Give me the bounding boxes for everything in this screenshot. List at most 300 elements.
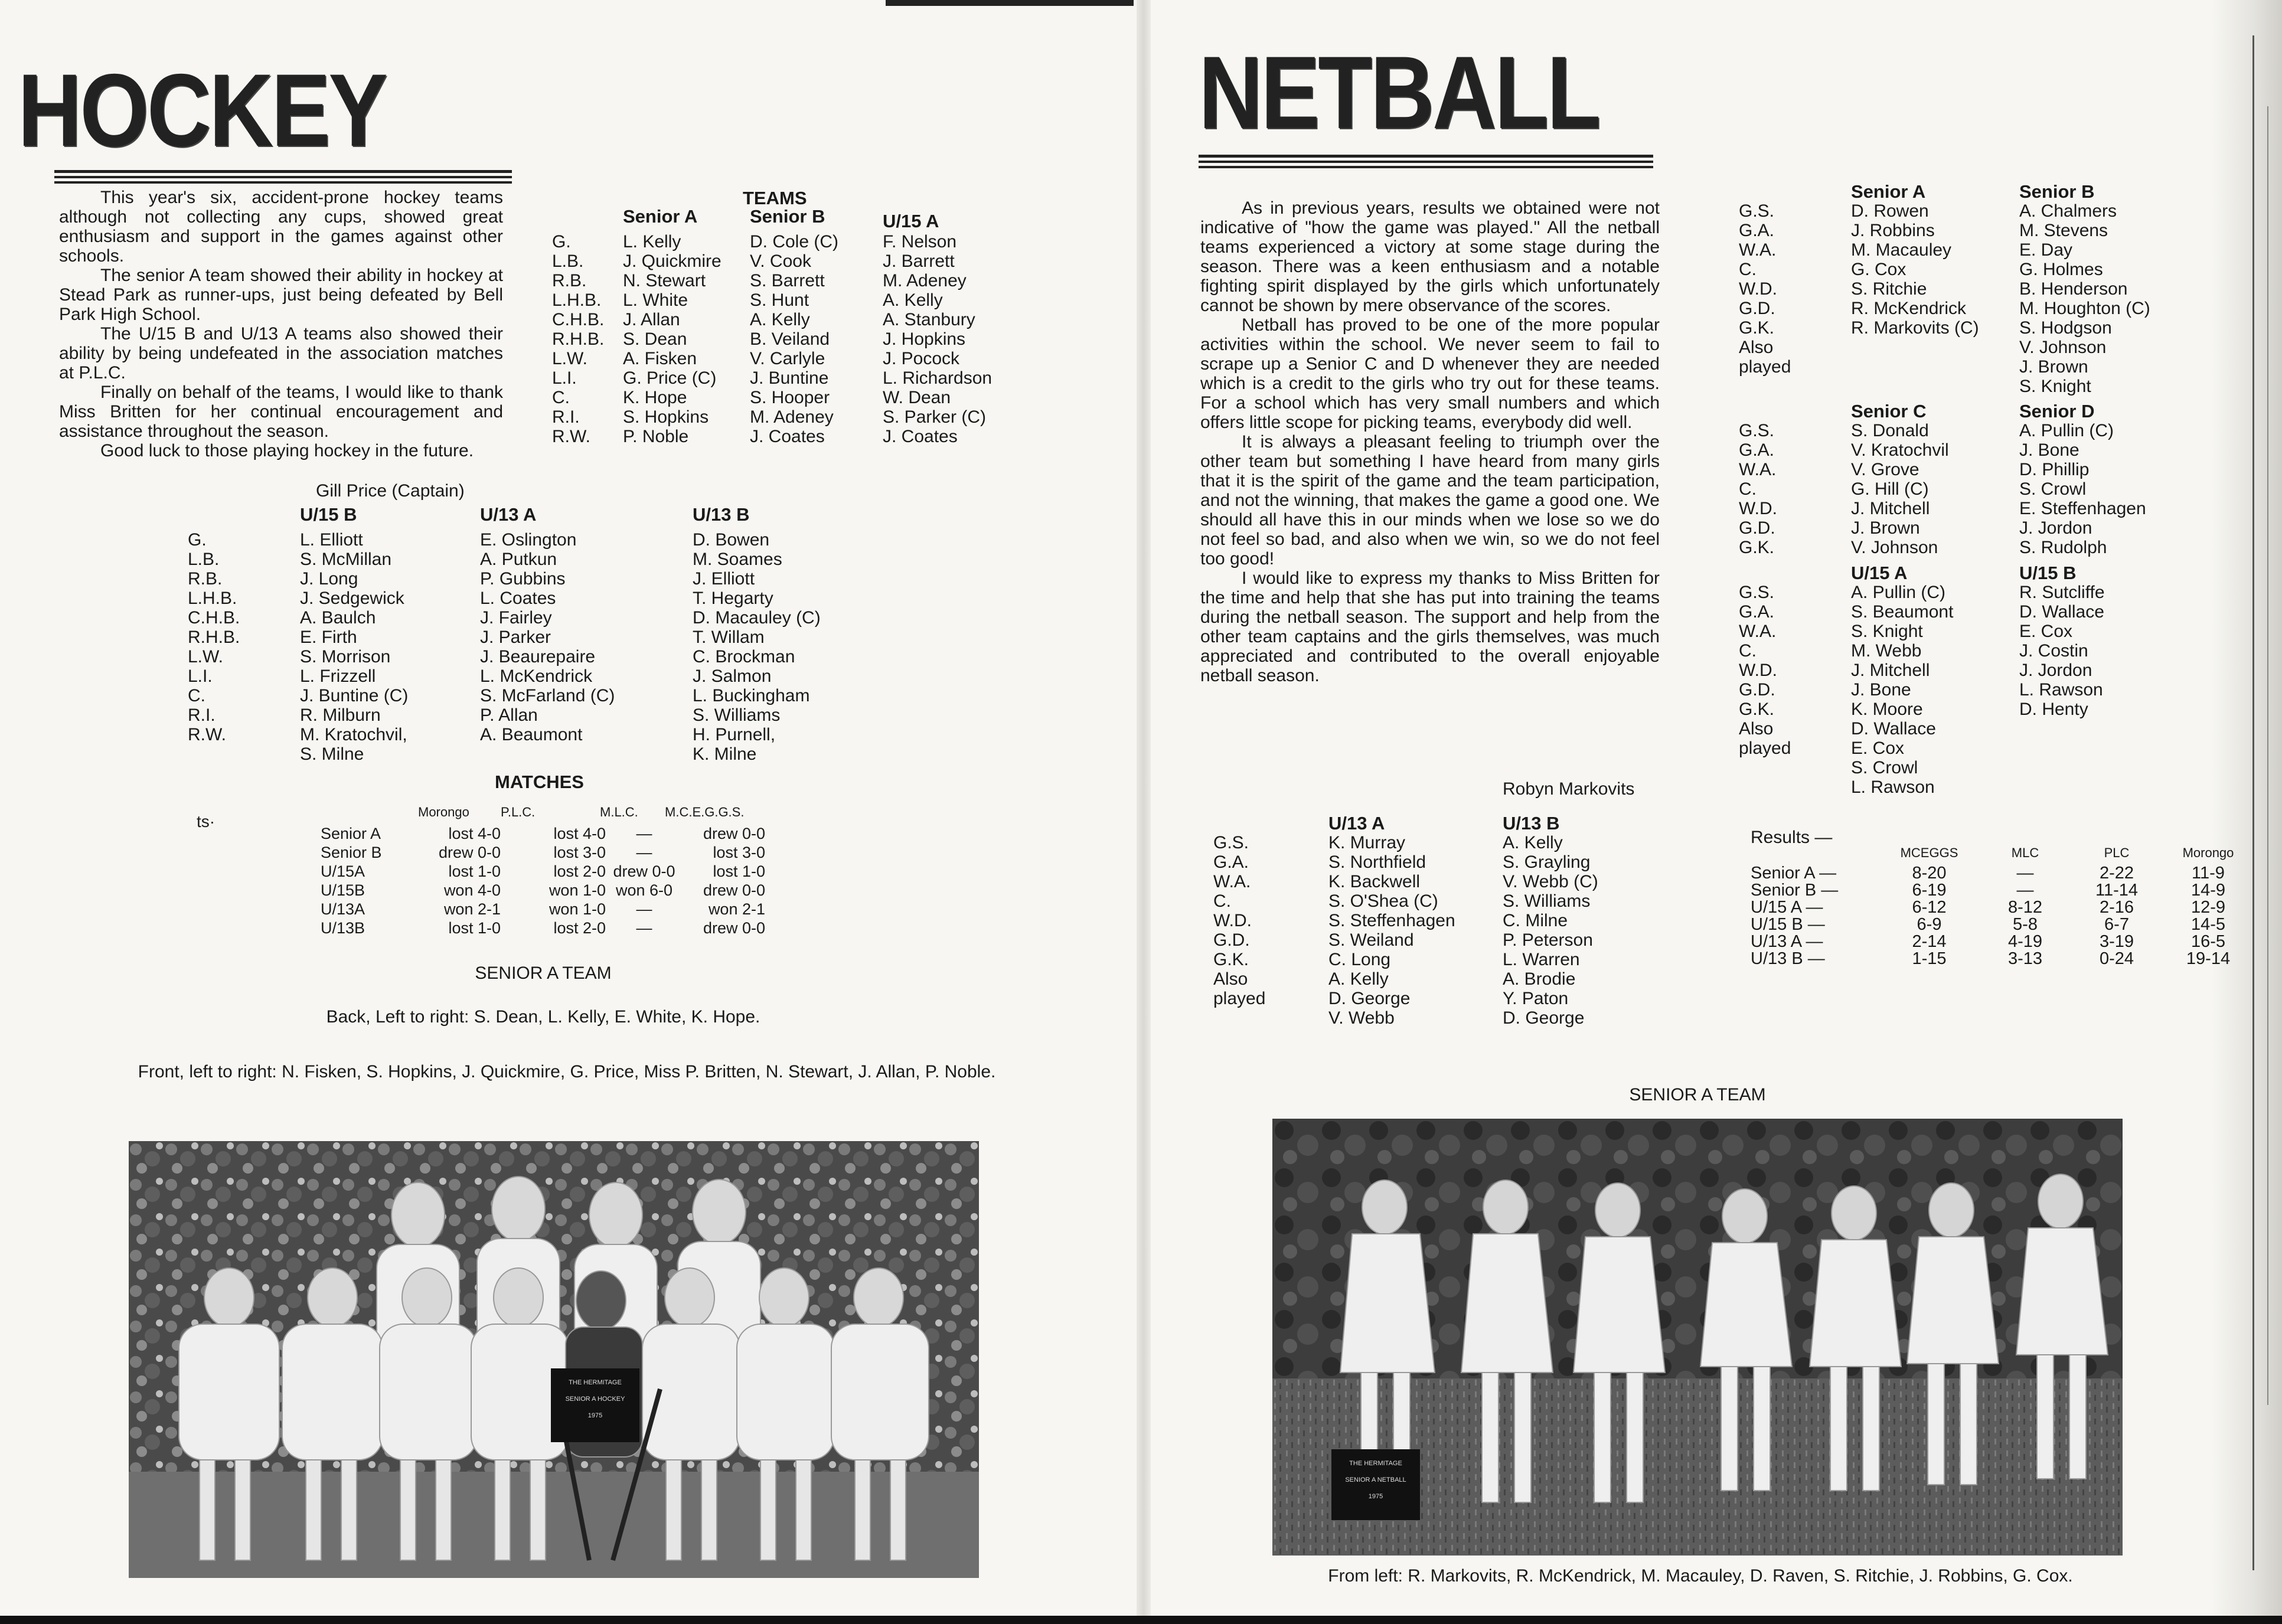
match-cell-mlc: — [636, 919, 652, 937]
player-name: D. George [1328, 989, 1411, 1008]
player-name: V. Johnson [2019, 338, 2107, 357]
player-name: D. Bowen [693, 530, 770, 550]
position-label: W.D. [1739, 279, 1777, 299]
player-name: J. Beaurepaire [480, 647, 596, 666]
player-name: B. Veiland [750, 329, 830, 349]
player-name: L. Richardson [883, 368, 993, 388]
match-cell-team: U/13B [321, 919, 365, 937]
result-cell-mlc: 3-13 [2007, 949, 2043, 968]
page-edge [2211, 0, 2282, 1624]
position-label: C. [1213, 891, 1231, 911]
position-label: R.B. [188, 569, 223, 589]
player-name: N. Stewart [623, 271, 706, 290]
player-name: M. Macauley [1851, 240, 1952, 260]
player-name: H. Purnell, [693, 725, 776, 744]
result-cell-plc: 2-22 [2099, 864, 2134, 883]
netball-u15a-heading: U/15 A [1851, 563, 1908, 583]
hockey-sign-line-3: 1975 [587, 1412, 603, 1419]
player-name: S. Barrett [750, 271, 825, 290]
hockey-caption-front: Front, left to right: N. Fisken, S. Hopkins, J. Quickmire, G. Price, Miss P. Britten, N. Stewart, J. Allan, P. Noble. [138, 1062, 996, 1081]
player-name: L. Kelly [623, 232, 681, 251]
player-name: M. Kratochvil, [300, 725, 407, 744]
player-name: J. Allan [623, 310, 680, 329]
player-name: D. Phillip [2019, 460, 2090, 479]
result-row [1751, 933, 2252, 950]
player-name: E. Firth [300, 628, 357, 647]
match-cell-plc: won 1-0 [549, 900, 606, 918]
player-name: S. Steffenhagen [1328, 911, 1455, 930]
player-name: A. Chalmers [2019, 201, 2117, 221]
result-cell-team: Senior A — [1751, 864, 1837, 883]
top-edge-mark [886, 0, 1134, 6]
player-name: J. Brown [1851, 518, 1920, 538]
player-name: Y. Paton [1503, 989, 1569, 1008]
player-name [2019, 758, 2196, 777]
player-name: J. Salmon [693, 666, 772, 686]
result-cell-team: U/13 B — [1751, 949, 1825, 968]
results-col-plc: PLC [2104, 845, 2130, 860]
player-name: J. Mitchell [1851, 661, 1930, 680]
player-name: J. Mitchell [1851, 499, 1930, 518]
position-label: G.K. [1213, 950, 1249, 969]
player-name: J. Brown [2019, 357, 2088, 377]
position-label: R.I. [552, 407, 580, 427]
match-cell-team: U/15A [321, 862, 365, 880]
hockey-junior-teams [188, 505, 840, 764]
position-label [1213, 1008, 1328, 1028]
player-name: S. Knight [2019, 377, 2091, 396]
player-name: K. Hope [623, 388, 687, 407]
results-col-mceggs: MCEGGS [1900, 845, 1958, 860]
netball-intro-para-3: It is always a pleasant feeling to triumph over the other team but something I have heard from many girls that it is the spirit of the game and the team participation, and not the winning, that makes the game a good one. We should all have this in our minds when we lose so we do not feel so bad, and also when we win, so we do not feel too good! [1200, 432, 1660, 568]
result-row [1751, 882, 2252, 899]
player-name: C. Long [1328, 950, 1391, 969]
position-label: C. [552, 388, 570, 407]
match-cell-mceggs: lost 3-0 [713, 844, 765, 861]
player-name: A. Beaumont [480, 725, 583, 744]
player-name: K. Milne [693, 744, 757, 764]
player-name: S. Williams [1503, 891, 1591, 911]
result-cell-mceggs: 6-19 [1912, 881, 1947, 900]
netball-team-photo [1272, 1119, 2123, 1556]
player-name: J. Robbins [1851, 221, 1935, 240]
player-name: J. Fairley [480, 608, 552, 628]
results-col-mlc: MLC [2011, 845, 2039, 860]
hockey-senior-grid [552, 206, 1018, 231]
player-name: S. Rudolph [2019, 538, 2107, 557]
player-name: S. Northfield [1328, 852, 1426, 872]
player-name [480, 744, 693, 764]
player-name: G. Cox [1851, 260, 1906, 279]
player-name [1851, 338, 2019, 357]
match-cell-morongo: lost 1-0 [448, 919, 501, 937]
position-label [1739, 377, 1851, 396]
player-name: M. Adeney [750, 407, 834, 427]
player-name: R. Markovits (C) [1851, 318, 1979, 338]
position-label: G.S. [1739, 421, 1775, 440]
netball-senior-c-heading: Senior C [1851, 401, 1927, 421]
position-label: R.H.B. [188, 628, 240, 647]
player-name: L. Rawson [1851, 777, 1935, 797]
result-cell-plc: 0-24 [2099, 949, 2134, 968]
player-name: J. Elliott [693, 569, 755, 589]
hockey-intro-para-1: This year's six, accident-prone hockey teams although not collecting any cups, showed great enthusiasm and support in the games against other schools. [59, 188, 503, 266]
player-name: G. Hill (C) [1851, 479, 1929, 499]
result-cell-morongo: 19-14 [2186, 949, 2231, 968]
position-label: G. [552, 232, 571, 251]
result-cell-mlc: 4-19 [2007, 932, 2043, 951]
result-cell-mlc: — [2016, 881, 2034, 900]
hockey-photo-sign [551, 1368, 639, 1442]
match-cell-mlc: — [636, 844, 652, 861]
player-name: S. Hodgson [2019, 318, 2112, 338]
position-label: G.A. [1739, 602, 1775, 622]
netball-sign-line-3: 1975 [1368, 1493, 1383, 1500]
player-name: S. Knight [1851, 622, 1923, 641]
result-cell-mceggs: 8-20 [1912, 864, 1947, 883]
player-name: J. Jordon [2019, 661, 2092, 680]
player-name: T. Willam [693, 628, 765, 647]
player-name: D. George [1503, 1008, 1585, 1028]
position-label: R.H.B. [552, 329, 605, 349]
player-name [1851, 357, 2019, 377]
player-name: J. Buntine (C) [300, 686, 409, 705]
netball-sign-line-1: THE HERMITAGE [1349, 1460, 1402, 1467]
netball-senior-ab [1739, 182, 2196, 396]
position-label: G.A. [1739, 221, 1775, 240]
netball-intro-para-2: Netball has proved to be one of the more popular activities within the school. We never seem to fail to scrape up a Senior C and D whenever they are needed which is a credit to the girls who try out for these teams. For a school which has very small numbers and which offers little scope for picking teams, everybody did well. [1200, 315, 1660, 432]
position-label: L.H.B. [552, 290, 602, 310]
player-name: A. Pullin (C) [1851, 583, 1946, 602]
player-name: J. Barrett [883, 251, 955, 271]
result-cell-mlc: 8-12 [2007, 898, 2043, 917]
player-name: P. Peterson [1503, 930, 1593, 950]
player-name: L. Warren [1503, 950, 1580, 969]
match-cell-plc: lost 3-0 [553, 844, 606, 861]
result-cell-morongo: 12-9 [2190, 898, 2226, 917]
matches-rows [321, 824, 771, 937]
player-name: J. Parker [480, 628, 551, 647]
result-cell-mceggs: 1-15 [1912, 949, 1947, 968]
matches-col-mceggs: M.C.E.G.G.S. [665, 805, 745, 819]
result-cell-morongo: 14-9 [2190, 881, 2226, 900]
position-label: W.A. [1213, 872, 1251, 891]
player-name: A. Putkun [480, 550, 557, 569]
position-label: G.D. [1739, 680, 1775, 700]
match-cell-mceggs: drew 0-0 [703, 825, 765, 842]
match-cell-mlc: won 6-0 [615, 881, 673, 899]
player-name: S. Ritchie [1851, 279, 1927, 299]
position-label: C. [1739, 641, 1757, 661]
player-name: S. McFarland (C) [480, 686, 615, 705]
netball-photo-heading: SENIOR A TEAM [1629, 1085, 1766, 1105]
matches-stray-mark: ts· [197, 812, 216, 831]
netball-photo-sign [1331, 1449, 1420, 1520]
player-name: M. Stevens [2019, 221, 2108, 240]
player-name: P. Allan [480, 705, 538, 725]
player-name: P. Gubbins [480, 569, 566, 589]
position-label: played [1739, 357, 1791, 377]
position-label: G.D. [1739, 518, 1775, 538]
player-name: L. Coates [480, 589, 556, 608]
player-name: W. Dean [883, 388, 951, 407]
hockey-intro-para-3: The U/15 B and U/13 A teams also showed their ability by being undefeated in the association matches at P.L.C. [59, 324, 503, 383]
player-name: E. Cox [1851, 739, 1905, 758]
player-name: J. Long [300, 569, 358, 589]
player-name: D. Macauley (C) [693, 608, 821, 628]
netball-senior-d-heading: Senior D [2019, 401, 2095, 421]
hockey-senior-b-heading: Senior B [750, 206, 825, 227]
player-name: A. Baulch [300, 608, 376, 628]
netball-u15-rows [1739, 583, 2196, 797]
netball-signature: Robyn Markovits [1503, 779, 1635, 799]
position-label: L.B. [188, 550, 220, 569]
position-label: W.A. [1739, 240, 1777, 260]
player-name: J. Bone [1851, 680, 1911, 700]
position-label: G.S. [1739, 201, 1775, 221]
player-name: K. Moore [1851, 700, 1923, 719]
page-gutter [1137, 0, 1151, 1624]
position-label: Also [1213, 969, 1248, 989]
hockey-senior-a-heading: Senior A [623, 206, 698, 227]
result-cell-mceggs: 6-12 [1912, 898, 1947, 917]
result-cell-morongo: 11-9 [2192, 864, 2225, 883]
netball-title: NETBALL [1199, 35, 1599, 151]
player-name [2019, 739, 2196, 758]
player-name: J. Jordon [2019, 518, 2092, 538]
match-cell-plc: lost 2-0 [553, 919, 606, 937]
match-cell-mceggs: drew 0-0 [703, 919, 765, 937]
player-name: A. Kelly [1328, 969, 1389, 989]
results-heading: Results — [1751, 828, 1833, 847]
player-name: L. White [623, 290, 688, 310]
matches-col-plc: P.L.C. [501, 805, 536, 819]
hockey-senior-rows [552, 232, 1018, 446]
match-row [321, 881, 771, 900]
player-name: A. Kelly [750, 310, 810, 329]
player-name [1851, 377, 2019, 396]
player-name: A. Pullin (C) [2019, 421, 2114, 440]
position-label: G. [188, 530, 207, 550]
player-name: S. Crowl [2019, 479, 2087, 499]
player-name: V. Cook [750, 251, 811, 271]
result-row [1751, 916, 2252, 933]
player-name: C. Brockman [693, 647, 795, 666]
hockey-intro [59, 188, 503, 460]
position-label: R.I. [188, 705, 216, 725]
match-cell-mceggs: won 2-1 [708, 900, 765, 918]
position-label: R.W. [552, 427, 590, 446]
match-cell-team: U/13A [321, 900, 365, 918]
player-name: R. Sutcliffe [2019, 583, 2105, 602]
player-name: J. Bone [2019, 440, 2079, 460]
position-label: L.W. [552, 349, 588, 368]
position-label: L.I. [552, 368, 577, 388]
netball-senior-ab-rows [1739, 201, 2196, 396]
player-name: L. Rawson [2019, 680, 2103, 700]
position-label: L.I. [188, 666, 213, 686]
position-label: R.W. [188, 725, 226, 744]
results-rows [1751, 865, 2252, 968]
result-cell-plc: 6-7 [2104, 915, 2129, 934]
player-name: V. Webb [1328, 1008, 1395, 1028]
position-label: played [1213, 989, 1266, 1008]
netball-senior-cd [1739, 401, 2196, 557]
matches-col-morongo: Morongo [418, 805, 469, 819]
player-name: F. Nelson [883, 232, 957, 251]
position-label: G.A. [1739, 440, 1775, 460]
player-name: G. Price (C) [623, 368, 717, 388]
netball-senior-cd-rows [1739, 421, 2196, 557]
netball-senior-b-heading: Senior B [2019, 181, 2095, 202]
position-label: W.A. [1739, 622, 1777, 641]
player-name: R. McKendrick [1851, 299, 1967, 318]
match-cell-plc: lost 4-0 [553, 825, 606, 842]
player-name: D. Rowen [1851, 201, 1929, 221]
player-name: S. Milne [300, 744, 364, 764]
position-label: G.K. [1739, 538, 1775, 557]
hockey-u13b-heading: U/13 B [693, 504, 750, 525]
position-label: W.A. [1739, 460, 1777, 479]
position-label: Also [1739, 719, 1774, 739]
player-name: V. Johnson [1851, 538, 1938, 557]
result-cell-morongo: 14-5 [2190, 915, 2226, 934]
player-name: T. Hegarty [693, 589, 773, 608]
player-name: J. Hopkins [883, 329, 966, 349]
hockey-title-rule [54, 170, 512, 185]
position-label: Also [1739, 338, 1774, 357]
hockey-junior-grid [188, 505, 840, 524]
match-cell-team: U/15B [321, 881, 365, 899]
position-label: C. [188, 686, 205, 705]
player-name: S. Dean [623, 329, 687, 349]
hockey-team-photo [129, 1141, 979, 1578]
results-col-morongo: Morongo [2182, 845, 2234, 860]
player-name: D. Henty [2019, 700, 2088, 719]
match-row [321, 824, 771, 843]
player-name: L. Frizzell [300, 666, 376, 686]
match-cell-morongo: lost 4-0 [448, 825, 501, 842]
result-cell-team: U/15 A — [1751, 898, 1823, 917]
match-cell-mceggs: lost 1-0 [713, 862, 765, 880]
player-name: G. Holmes [2019, 260, 2103, 279]
netball-senior-a-heading: Senior A [1851, 181, 1926, 202]
result-cell-plc: 3-19 [2099, 932, 2134, 951]
player-name: B. Henderson [2019, 279, 2128, 299]
player-name: E. Cox [2019, 622, 2073, 641]
match-cell-mlc: drew 0-0 [613, 862, 675, 880]
netball-u15b-heading: U/15 B [2019, 563, 2077, 583]
match-row [321, 843, 771, 862]
player-name: S. Hopkins [623, 407, 709, 427]
match-cell-morongo: won 4-0 [443, 881, 501, 899]
match-cell-mlc: — [636, 900, 652, 918]
position-label: G.D. [1213, 930, 1250, 950]
match-cell-mceggs: drew 0-0 [703, 881, 765, 899]
player-name: S. O'Shea (C) [1328, 891, 1438, 911]
result-cell-morongo: 16-5 [2190, 932, 2226, 951]
hockey-intro-para-2: The senior A team showed their ability in hockey at Stead Park as runner-ups, just being defeated by Bell Park High School. [59, 266, 503, 324]
position-label: W.D. [1739, 661, 1777, 680]
player-name: S. McMillan [300, 550, 392, 569]
netball-caption: From left: R. Markovits, R. McKendrick, M. Macauley, D. Raven, S. Ritchie, J. Robbins, G. Cox. [1328, 1566, 2073, 1586]
result-cell-team: Senior B — [1751, 881, 1839, 900]
hockey-u13a-heading: U/13 A [480, 504, 537, 525]
hockey-u15a-heading: U/15 A [883, 211, 939, 231]
player-name: D. Wallace [1851, 719, 1936, 739]
position-label: W.D. [1213, 911, 1252, 930]
player-name: M. Houghton (C) [2019, 299, 2150, 318]
hockey-title: HOCKEY [18, 53, 386, 168]
netball-u13b-heading: U/13 B [1503, 813, 1560, 834]
netball-intro-para-4: I would like to express my thanks to Miss Britten for the time and help that she has put into training the teams during the netball season. The support and help from the other team captains and the girls themselves, was much appreciated and contributed to the overall enjoyable netball season. [1200, 568, 1660, 685]
position-label: G.D. [1739, 299, 1775, 318]
result-row [1751, 899, 2252, 916]
player-name: K. Backwell [1328, 872, 1421, 891]
match-cell-plc: lost 2-0 [553, 862, 606, 880]
player-name: P. Noble [623, 427, 689, 446]
player-name: A. Brodie [1503, 969, 1576, 989]
position-label: played [1739, 739, 1791, 758]
match-row [321, 900, 771, 919]
position-label [1739, 758, 1851, 777]
hockey-senior-teams [552, 207, 1018, 446]
player-name [2019, 777, 2196, 797]
hockey-teams-heading: TEAMS [743, 188, 807, 208]
hockey-caption-back: Back, Left to right: S. Dean, L. Kelly, E. White, K. Hope. [326, 1007, 760, 1027]
player-name: E. Steffenhagen [2019, 499, 2146, 518]
match-cell-morongo: drew 0-0 [438, 844, 501, 861]
position-label [188, 744, 300, 764]
player-name: S. Parker (C) [883, 407, 987, 427]
player-name: J. Pocock [883, 349, 960, 368]
player-name: K. Murray [1328, 833, 1406, 852]
position-label: G.S. [1739, 583, 1775, 602]
player-name: L. Elliott [300, 530, 363, 550]
player-name: S. Hunt [750, 290, 809, 310]
result-cell-mceggs: 2-14 [1912, 932, 1947, 951]
player-name: V. Kratochvil [1851, 440, 1949, 460]
player-name: M. Soames [693, 550, 782, 569]
netball-intro-para-1: As in previous years, results we obtained were not indicative of "how the game was played." All the netball teams experienced a victory at some stage during the season. There was a keen enthusiasm and a notable fighting spirit displayed by the girls which unfortunately cannot be shown by mere observance of the scores. [1200, 198, 1660, 315]
position-label: R.B. [552, 271, 587, 290]
position-label: G.S. [1213, 833, 1249, 852]
match-row [321, 862, 771, 881]
hockey-sign-line-1: THE HERMITAGE [569, 1379, 622, 1386]
match-row [321, 919, 771, 937]
player-name: J. Sedgewick [300, 589, 404, 608]
player-name: S. Williams [693, 705, 781, 725]
match-cell-mlc: — [636, 825, 652, 842]
player-name: C. Milne [1503, 911, 1568, 930]
netball-u15 [1739, 563, 2196, 797]
player-name: J. Coates [750, 427, 825, 446]
player-name: M. Adeney [883, 271, 967, 290]
player-name: S. Beaumont [1851, 602, 1954, 622]
hockey-junior-rows [188, 530, 840, 764]
match-cell-team: Senior B [321, 844, 382, 861]
player-name [2019, 719, 2196, 739]
result-cell-plc: 11-14 [2095, 881, 2139, 900]
match-cell-morongo: won 2-1 [443, 900, 501, 918]
position-label [1739, 777, 1851, 797]
player-name: J. Costin [2019, 641, 2088, 661]
position-label: C.H.B. [552, 310, 605, 329]
player-name: L. Buckingham [693, 686, 810, 705]
hockey-u15b-heading: U/15 B [300, 504, 357, 525]
player-name: V. Webb (C) [1503, 872, 1598, 891]
netball-intro [1200, 198, 1660, 685]
